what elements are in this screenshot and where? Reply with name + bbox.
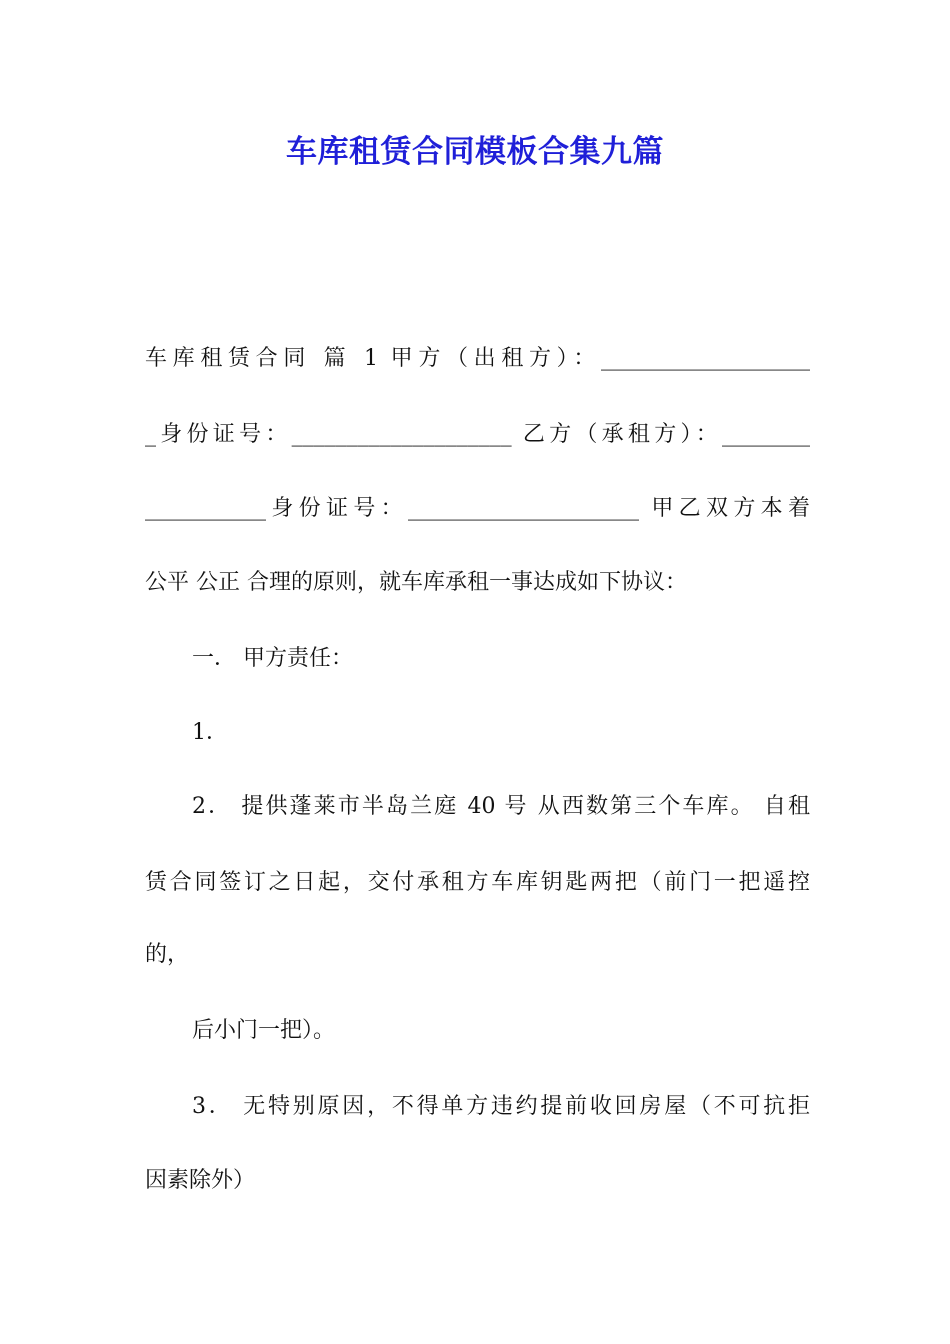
paragraph-line: 公平 公正 合理的原则，就车库承租一事达成如下协议：: [145, 570, 687, 595]
paragraph-line: ___________身份证号：_____________________ 甲乙双方本着: [145, 496, 810, 521]
paragraph-line: 因素除外）: [145, 1168, 256, 1193]
section-heading: 一． 甲方责任：: [192, 646, 353, 671]
document-title: 车库租赁合同模板合集九篇: [286, 134, 664, 170]
paragraph-line: _身份证号：____________________ 乙方（承租方）：________: [145, 422, 810, 447]
paragraph-line: 的，: [145, 942, 190, 967]
paragraph-line: 赁合同签订之日起，交付承租方车库钥匙两把（前门一把遥控: [145, 870, 810, 895]
list-item: 3． 无特别原因，不得单方违约提前收回房屋（不可抗拒: [192, 1094, 810, 1119]
list-item: 1．: [192, 720, 228, 745]
paragraph-line: 车库租赁合同 篇 1 甲方（出租方）：___________________: [145, 346, 810, 371]
paragraph-line: 后小门一把）。: [192, 1018, 336, 1043]
list-item: 2． 提供蓬莱市半岛兰庭 40 号 从西数第三个车库。 自租: [192, 794, 810, 819]
